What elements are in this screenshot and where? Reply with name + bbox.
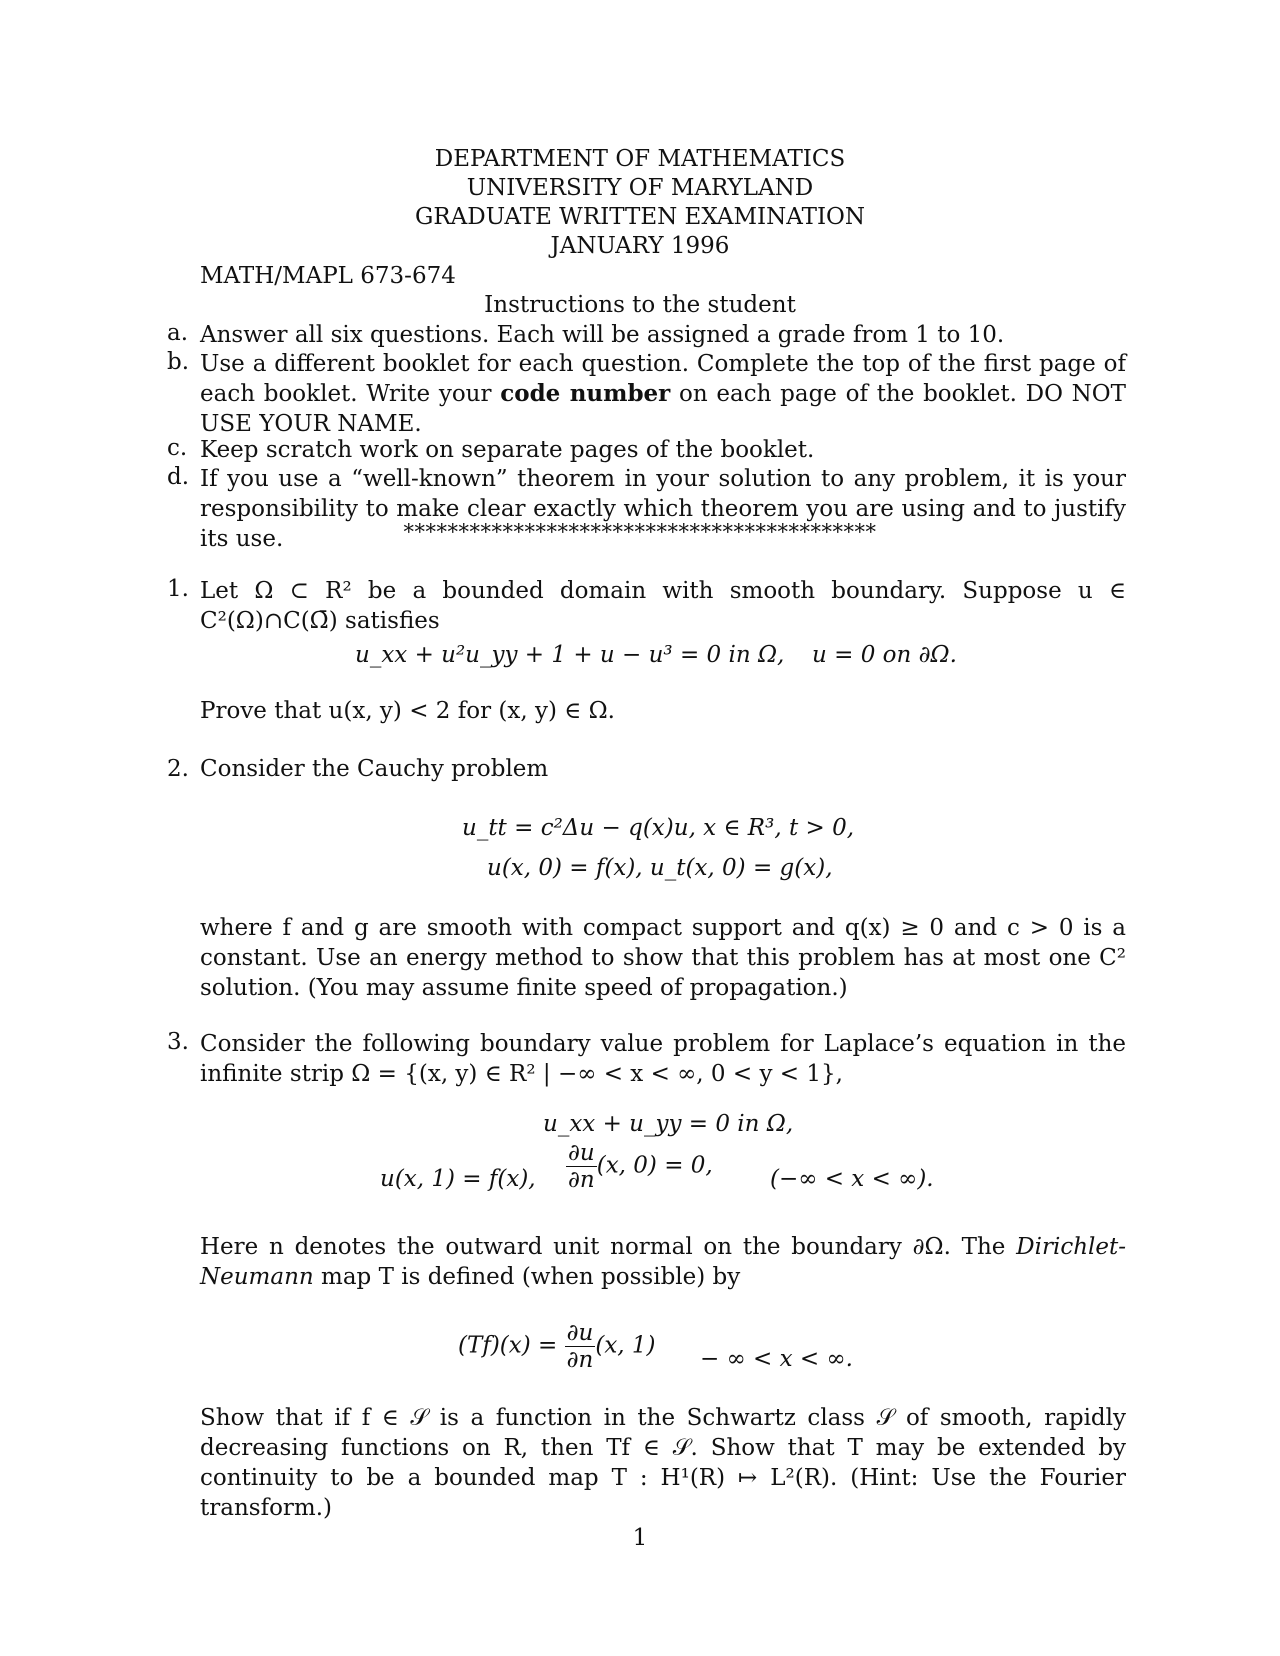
problem-1-number: 1.: [167, 576, 189, 602]
university-title: UNIVERSITY OF MARYLAND: [466, 175, 814, 201]
normal-derivative-fraction-2: $\frac{\partial u}{\partial n}$: [566, 1320, 594, 1373]
code-number-emphasis: code number: [500, 380, 671, 407]
problem-2-intro: Consider the Cauchy problem: [200, 756, 549, 782]
instruction-d-text: If you use a “well-known” theorem in your solution to any problem, it is your responsibility to make clear exactly which theorem you are using and to justify its use.: [200, 466, 1126, 552]
problem-3-body-2: Show that if f ∈ 𝒮 is a function in the Schwartz class 𝒮 of smooth, rapidly decreasing functions on R, then Tf ∈ 𝒮. Show that T may be extended by continuity to be a bounded map T : H¹(R) ↦ L²(R). (Hint: Use the Fourier transform.): [200, 1405, 1126, 1521]
separator-line: *******************************************: [403, 520, 877, 544]
problem-3-map-range: − ∞ < x < ∞.: [700, 1346, 853, 1372]
problem-1-intro: Let Ω ⊂ R² be a bounded domain with smooth boundary. Suppose u ∈ C²(Ω)∩C(Ω̄) satisfies: [200, 578, 1126, 634]
instruction-b-label: b.: [167, 349, 190, 375]
exam-title: GRADUATE WRITTEN EXAMINATION: [414, 204, 866, 230]
instruction-a-label: a.: [167, 320, 189, 346]
problem-3-body-1: Here n denotes the outward unit normal on the boundary ∂Ω. The Dirichlet-Neumann map T is defined (when possible) by: [200, 1234, 1126, 1290]
dirichlet-neumann-term: Dirichlet-Neumann: [200, 1234, 1126, 1290]
instruction-c-label: c.: [167, 435, 188, 461]
problem-1-equation: u_xx + u²u_yy + 1 + u − u³ = 0 in Ω,: [355, 642, 785, 668]
problem-3-map-definition: (Tf)(x) = $\frac{\partial u}{\partial n}$ (x, 1): [458, 1320, 656, 1373]
department-title: DEPARTMENT OF MATHEMATICS: [434, 146, 846, 172]
problem-1-boundary-condition: u = 0 on ∂Ω.: [812, 642, 957, 668]
problem-3-neumann-condition: $\frac{\partial u}{\partial n}$ (x, 0) = 0,: [568, 1140, 713, 1193]
problem-2-number: 2.: [167, 756, 189, 782]
problem-3-number: 3.: [167, 1029, 189, 1055]
problem-3-domain-range: (−∞ < x < ∞).: [770, 1166, 934, 1192]
page-number: 1: [632, 1525, 648, 1551]
instructions-title: Instructions to the student: [484, 292, 796, 318]
normal-derivative-fraction: $\frac{\partial u}{\partial n}$: [568, 1140, 595, 1193]
problem-3-laplace-equation: u_xx + u_yy = 0 in Ω,: [543, 1111, 794, 1137]
problem-2-body: where f and g are smooth with compact support and q(x) ≥ 0 and c > 0 is a constant. Use an energy method to show that this problem has at most one C² solution. (You may assume finite speed of propagation.): [200, 915, 1126, 1001]
course-code: MATH/MAPL 673-674: [200, 263, 456, 289]
instruction-b-text: Use a different booklet for each question. Complete the top of the first page of each booklet. Write your code number on each page of the booklet. DO NOT USE YOUR NAME.: [200, 351, 1126, 437]
instruction-a-text: Answer all six questions. Each will be assigned a grade from 1 to 10.: [200, 322, 1005, 348]
exam-date: JANUARY 1996: [550, 233, 730, 259]
instruction-c-text: Keep scratch work on separate pages of the booklet.: [200, 437, 815, 463]
problem-2-initial-conditions: u(x, 0) = f(x), u_t(x, 0) = g(x),: [487, 855, 833, 881]
problem-1-conclusion: Prove that u(x, y) < 2 for (x, y) ∈ Ω.: [200, 698, 615, 724]
problem-2-equation: u_tt = c²Δu − q(x)u, x ∈ R³, t > 0,: [462, 815, 855, 841]
problem-3-dirichlet-condition: u(x, 1) = f(x),: [380, 1166, 536, 1192]
problem-3-intro: Consider the following boundary value problem for Laplace’s equation in the infinite strip Ω = {(x, y) ∈ R² | −∞ < x < ∞, 0 < y < 1},: [200, 1031, 1126, 1087]
instruction-d-label: d.: [167, 464, 190, 490]
